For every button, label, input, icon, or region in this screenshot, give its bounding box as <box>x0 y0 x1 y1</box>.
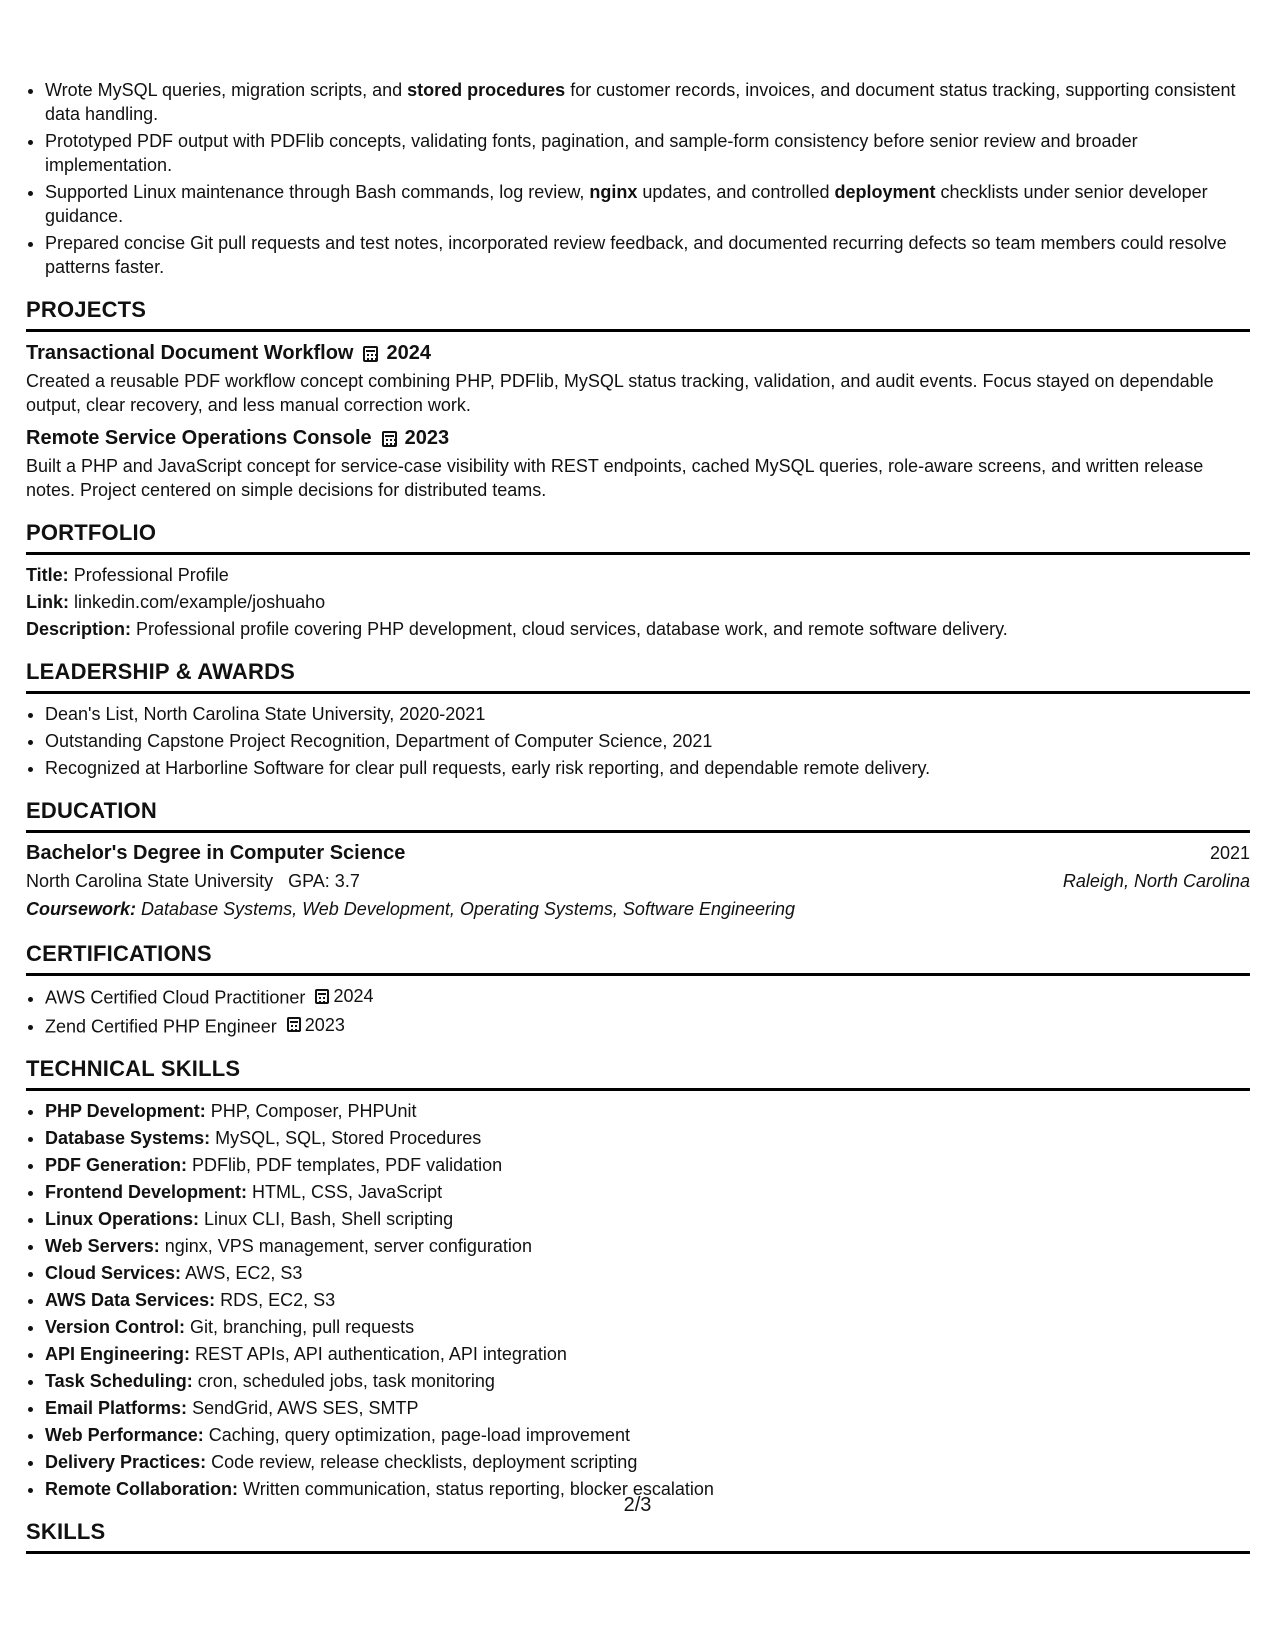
portfolio-description-row: Description: Professional profile covering PHP development, cloud services, database work, and remote software delivery. <box>26 619 1008 639</box>
skill-item: • Version Control: Git, branching, pull requests <box>45 1315 1250 1339</box>
degree: Bachelor's Degree in Computer Science <box>26 842 406 864</box>
skill-item: • API Engineering: REST APIs, API authentication, API integration <box>45 1342 1250 1366</box>
skill-item: • Delivery Practices: Code review, release checklists, deployment scripting <box>45 1450 1250 1474</box>
section-title-leadership: LEADERSHIP & AWARDS <box>26 659 1250 694</box>
portfolio-link[interactable]: linkedin.com/example/joshuaho <box>74 592 326 612</box>
school-name: North Carolina State University <box>26 871 274 891</box>
section-title-technical-skills: TECHNICAL SKILLS <box>26 1056 1250 1091</box>
portfolio-title-row: Title: Professional Profile <box>26 565 229 585</box>
skill-item: • AWS Data Services: RDS, EC2, S3 <box>45 1288 1250 1312</box>
gpa: GPA: 3.7 <box>288 871 360 891</box>
skill-item: • Linux Operations: Linux CLI, Bash, Shell scripting <box>45 1207 1250 1231</box>
experience-bullet: • Prepared concise Git pull requests and test notes, incorporated review feedback, and documented recurring defects so team members could resolve patterns faster. <box>45 231 1250 279</box>
certifications-section <box>26 941 1250 1038</box>
technical-skills-list <box>26 1099 1250 1501</box>
list-item: • Dean's List, North Carolina State University, 2020-2021 <box>45 702 1250 726</box>
section-title-certifications: CERTIFICATIONS <box>26 941 1250 976</box>
leadership-list <box>26 702 1250 780</box>
skill-item: • Web Servers: nginx, VPS management, server configuration <box>45 1234 1250 1258</box>
education-section <box>26 798 1250 923</box>
certification-item: • Zend Certified PHP Engineer 2023 <box>45 1013 1250 1039</box>
project-year: 2023 <box>404 427 450 449</box>
technical-skills-section <box>26 1056 1250 1501</box>
projects-section <box>26 297 1250 502</box>
resume-page <box>26 78 1250 1554</box>
calendar-icon <box>363 346 378 362</box>
coursework-row: Coursework: Database Systems, Web Development, Operating Systems, Software Engineering <box>26 899 796 919</box>
page-number: 2/3 <box>623 1494 652 1516</box>
project-item <box>26 427 1250 502</box>
skills-section <box>26 1519 1250 1554</box>
project-item <box>26 342 1250 417</box>
list-item: • Outstanding Capstone Project Recognition, Department of Computer Science, 2021 <box>45 729 1250 753</box>
experience-bullet: • Supported Linux maintenance through Bash commands, log review, nginx updates, and controlled deployment checklists under senior developer guidance. <box>45 180 1250 228</box>
skill-item: • Cloud Services: AWS, EC2, S3 <box>45 1261 1250 1285</box>
list-item: • Recognized at Harborline Software for clear pull requests, early risk reporting, and dependable remote delivery. <box>45 756 1250 780</box>
project-description: Created a reusable PDF workflow concept combining PHP, PDFlib, MySQL status tracking, validation, and audit events. Focus stayed on dependable output, clear recovery, and less manual correction work. <box>26 371 1214 415</box>
skill-item: • Task Scheduling: cron, scheduled jobs, task monitoring <box>45 1369 1250 1393</box>
skill-item: • Web Performance: Caching, query optimization, page-load improvement <box>45 1423 1250 1447</box>
skill-item: • PHP Development: PHP, Composer, PHPUnit <box>45 1099 1250 1123</box>
experience-bullet: • Wrote MySQL queries, migration scripts, and stored procedures for customer records, invoices, and document status tracking, supporting consistent data handling. <box>45 78 1250 126</box>
graduation-year: 2021 <box>1209 843 1250 863</box>
section-title-education: EDUCATION <box>26 798 1250 833</box>
calendar-icon <box>287 1017 301 1032</box>
project-name: Remote Service Operations Console <box>26 427 372 449</box>
skill-item: • Database Systems: MySQL, SQL, Stored Procedures <box>45 1126 1250 1150</box>
certification-item: • AWS Certified Cloud Practitioner 2024 <box>45 984 1250 1010</box>
skill-item: • Email Platforms: SendGrid, AWS SES, SMTP <box>45 1396 1250 1420</box>
project-description: Built a PHP and JavaScript concept for service-case visibility with REST endpoints, cached MySQL queries, role-aware screens, and written release notes. Project centered on simple decisions for distributed teams. <box>26 456 1204 500</box>
leadership-section <box>26 659 1250 780</box>
section-title-skills: SKILLS <box>26 1519 1250 1554</box>
section-title-portfolio: PORTFOLIO <box>26 520 1250 555</box>
portfolio-link-row: Link: linkedin.com/example/joshuaho <box>26 592 326 612</box>
calendar-icon <box>315 989 329 1004</box>
school-location: Raleigh, North Carolina <box>1062 871 1250 891</box>
skill-item: • PDF Generation: PDFlib, PDF templates, PDF validation <box>45 1153 1250 1177</box>
skill-item: • Remote Collaboration: Written communication, status reporting, blocker escalation <box>45 1477 1250 1501</box>
project-name: Transactional Document Workflow <box>26 342 354 364</box>
experience-bullet-list <box>26 78 1250 279</box>
section-title-projects: PROJECTS <box>26 297 1250 332</box>
calendar-icon <box>382 431 397 447</box>
certifications-list <box>26 984 1250 1038</box>
experience-bullet: • Prototyped PDF output with PDFlib concepts, validating fonts, pagination, and sample-form consistency before senior review and broader implementation. <box>45 129 1250 177</box>
project-year: 2024 <box>386 342 431 364</box>
skill-item: • Frontend Development: HTML, CSS, JavaScript <box>45 1180 1250 1204</box>
portfolio-section <box>26 520 1250 641</box>
